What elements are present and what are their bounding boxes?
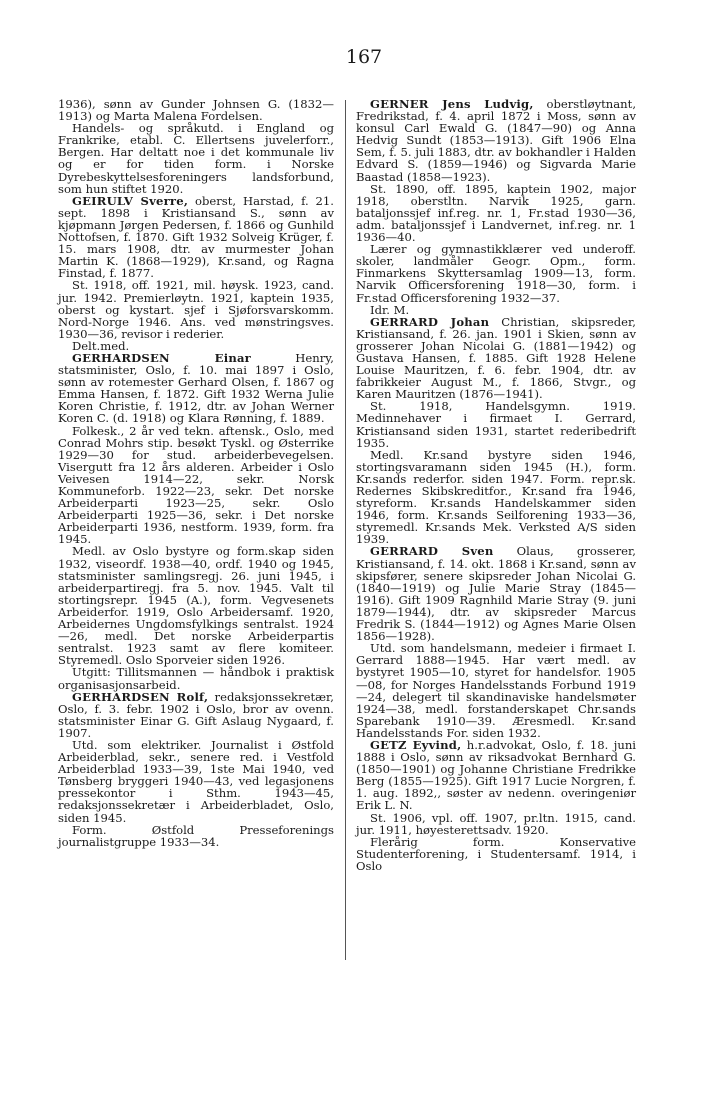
entry-text: Form. Østfold Presseforenings journalistgruppe 1933—34.	[58, 822, 334, 849]
entry-text: redaksjonssekretær, Oslo, f. 3. febr. 1902 i Oslo, bror av ovenn. statsminister Einar G. Gift Aslaug Nygaard, f. 1907.	[58, 689, 334, 740]
entry-text: St. 1890, off. 1895, kaptein 1902, major 1918, oberstltn. Narvik 1925, garn. bataljonssjef inf.reg. nr. 1, Fr.stad 1930—36, adm. bataljonssjef i Landvernet, inf.reg. nr. 1 1936—40.	[356, 181, 636, 245]
right-column	[356, 98, 636, 872]
biography-entry	[356, 545, 636, 739]
biography-entry	[58, 98, 334, 195]
entry-text: Delt.med.	[72, 338, 130, 353]
entry-paragraph	[58, 824, 334, 848]
entry-paragraph	[356, 739, 636, 812]
entry-name: GEIRULV Sverre,	[72, 193, 189, 208]
entry-paragraph	[58, 425, 334, 546]
entry-text: Olaus, grosserer, Kristiansand, f. 14. okt. 1868 i Kr.sand, sønn av skipsfører, senere skipsreder Johan Nicolai G. (1840—1919) og Julie Marie Stray (1845—1916). Gift 1909 Ragnhild Marie Stray (9. juni 1879—1944), dtr. av skipsreder Marcus Fredrik S. (1844—1912) og Agnes Marie Olsen 1856—1928).	[356, 544, 636, 644]
biography-entry	[356, 98, 636, 316]
entry-paragraph	[58, 98, 334, 122]
entry-text: oberst, Harstad, f. 21. sept. 1898 i Kristiansand S., sønn av kjøpmann Jørgen Pedersen, f. 1866 og Gunhild Nottofsen, f. 1870. Gift 1932 Solveig Krüger, f. 15. mars 1908, dtr. av murmester Johan Martin K. (1868—1929), Kr.sand, og Ragna Finstad, f. 1877.	[58, 193, 334, 281]
biography-entry	[356, 739, 636, 872]
entry-text: Idr. M.	[370, 302, 410, 317]
entry-paragraph	[356, 316, 636, 401]
entry-text: oberstløytnant, Fredrikstad, f. 4. april 1872 i Moss, sønn av konsul Carl Ewald G. (1847—90) og Anna Hedvig Sundt (1853—1913). Gift 1906 Elna Sem, f. 5. juli 1883, dtr. av bokhandler i Halden Edvard S. (1859—1946) og Sigvarda Marie Baastad (1858—1923).	[356, 97, 636, 184]
entry-text: Utd. som handelsmann, medeier i firmaet I. Gerrard 1888—1945. Har vært medl. av bystyret 1905—10, styret for handelsfor. 1905—08, for Norges Handelsstands Forbund 1919—24, delegert til skandinaviske handelsmøter 1924—38, medl. forstanderskapet Chr.sands Sparebank 1910—39. Æresmedl. Kr.sand Handelsstands For. siden 1932.	[356, 641, 636, 740]
entry-paragraph	[58, 666, 334, 690]
entry-paragraph	[356, 642, 636, 739]
entry-paragraph	[58, 545, 334, 666]
entry-text: Medl. av Oslo bystyre og form.skap siden 1932, viseordf. 1938—40, ordf. 1940 og 1945, statsminister samlingsregj. 26. juni 1945, i arbeiderpartiregj. fra 5. nov. 1945. Valt til stortingsrepr. 1945 (A.), form. Vegvesenets Arbeiderfor. 1919, Oslo Arbeidersamf. 1920, Arbeidernes Ungdomsfylkings sentralst. 1924—26, medl. Det norske Arbeiderpartis sentralst. 1923 samt av flere komiteer. Styremedl. Oslo Sporveier siden 1926.	[58, 544, 334, 668]
column-divider	[345, 100, 346, 960]
entry-name: GERRARD Sven	[370, 544, 494, 559]
biography-entry	[58, 352, 334, 691]
entry-name: GERNER Jens Ludvig,	[370, 97, 534, 111]
entry-text: Christian, skipsreder, Kristiansand, f. 26. jan. 1901 i Skien, sønn av grosserer Johan Nicolai G. (1881—1942) og Gustava Hansen, f. 1885. Gift 1928 Helene Louise Mauritzen, f. 6. febr. 1904, dtr. av fabrikkeier August M., f. 1866, Stvgr., og Karen Mauritzen (1876—1941).	[356, 314, 636, 402]
entry-paragraph	[58, 739, 334, 824]
entry-text: h.r.advokat, Oslo, f. 18. juni 1888 i Oslo, sønn av riksadvokat Bernhard G. (1850—1901) og Johanne Christiane Fredrikke Berg (1855—1925). Gift 1917 Lucie Norgren, f. 1. aug. 1892,, søster av nedenn. overingeniør Erik L. N.	[356, 737, 636, 813]
entry-paragraph	[356, 449, 636, 546]
entry-text: Utgitt: Tillitsmannen — håndbok i praktisk organisasjonsarbeid.	[58, 665, 334, 692]
page-number: 167	[345, 46, 383, 68]
entry-paragraph	[356, 400, 636, 448]
entry-paragraph	[58, 122, 334, 195]
entry-text: 1936), sønn av Gunder Johnsen G. (1832—1913) og Marta Malena Fordelsen.	[58, 97, 334, 124]
biography-entry	[58, 195, 334, 352]
entry-paragraph	[58, 279, 334, 339]
entry-paragraph	[356, 812, 636, 836]
entry-name: GERRARD Johan	[370, 314, 490, 329]
entry-paragraph	[356, 243, 636, 303]
entry-text: Utd. som elektriker. Journalist i Østfold Arbeiderblad, sekr., senere red. i Vestfold Arbeiderblad 1933—39, 1ste Mai 1940, ved Tønsberg bryggeri 1940—43, ved legasjonens pressekontor i Sthm. 1943—45, redaksjonssekretær i Arbeiderbladet, Oslo, siden 1945.	[58, 737, 334, 825]
entry-text: Henry, statsminister, Oslo, f. 10. mai 1897 i Oslo, sønn av rotemester Gerhard Olsen, f. 1867 og Emma Hansen, f. 1872. Gift 1932 Werna Julie Koren Christie, f. 1912, dtr. av Johan Werner Koren C. (d. 1918) og Klara Rønning, f. 1889.	[58, 350, 334, 426]
entry-paragraph	[58, 195, 334, 280]
entry-text: Medl. Kr.sand bystyre siden 1946, stortingsvaramann siden 1945 (H.), form. Kr.sands rederfor. siden 1947. Form. repr.sk. Redernes Skibskreditfor., Kr.sand fra 1946, styreform. Kr.sands Handelskammer siden 1946, form. Kr.sands Seilforening 1933—36, styremedl. Kr.sands Mek. Verksted A/S siden 1939.	[356, 447, 636, 547]
left-column	[58, 98, 334, 848]
entry-text: St. 1918, off. 1921, mil. høysk. 1923, cand. jur. 1942. Premierløytn. 1921, kaptein 1935, oberst og kystart. sjef i Sjøforsvarskomm. Nord-Norge 1946. Ans. ved mønstringsves. 1930—36, revisor i rederier.	[58, 278, 334, 341]
entry-paragraph	[356, 545, 636, 642]
entry-paragraph	[356, 836, 636, 872]
entry-text: Flerårig form. Konservative Studenterforening, i Studentersamf. 1914, i Oslo	[356, 834, 636, 873]
biography-entry	[58, 691, 334, 848]
entry-paragraph	[58, 691, 334, 739]
biography-entry	[356, 316, 636, 546]
entry-name: GETZ Eyvind,	[370, 737, 462, 752]
entry-text: Lærer og gymnastikklærer ved underoff. skoler, landmåler Geogr. Opm., form. Finmarkens Skyttersamlag 1909—13, form. Narvik Officersforening 1918—30, form. i Fr.stad Officersforening 1932—37.	[356, 242, 636, 305]
entry-paragraph	[58, 352, 334, 425]
entry-name: GERHARDSEN Rolf,	[72, 689, 209, 704]
entry-paragraph	[356, 98, 636, 183]
entry-text: St. 1918, Handelsgymn. 1919. Medinnehaver i firmaet I. Gerrard, Kristiansand siden 1931, startet rederibedrift 1935.	[356, 399, 636, 450]
entry-text: St. 1906, vpl. off. 1907, pr.ltn. 1915, cand. jur. 1911, høyesterettsadv. 1920.	[356, 810, 636, 837]
entry-text: Folkesk., 2 år ved tekn. aftensk., Oslo, med Conrad Mohrs stip. besøkt Tyskl. og Østerrike 1929—30 for stud. arbeiderbevegelsen. Visergutt fra 12 års alderen. Arbeider i Oslo Veivesen 1914—22, sekr. Norsk Kommuneforb. 1922—23, sekr. Det norske Arbeiderparti 1923—25, sekr. Oslo Arbeiderparti 1925—36, sekr. i Det norske Arbeiderparti 1936, nestform. 1939, form. fra 1945.	[58, 423, 334, 547]
entry-name: GERHARDSEN Einar	[72, 350, 251, 365]
entry-paragraph	[356, 183, 636, 243]
entry-text: Handels- og språkutd. i England og Frankrike, etabl. C. Ellertsens juvelerforr., Bergen. Har deltatt noe i det kommunale liv og er for tiden form. i Norske Dyrebeskyttelsesforeningers landsforbund, som hun stiftet 1920.	[58, 121, 334, 196]
